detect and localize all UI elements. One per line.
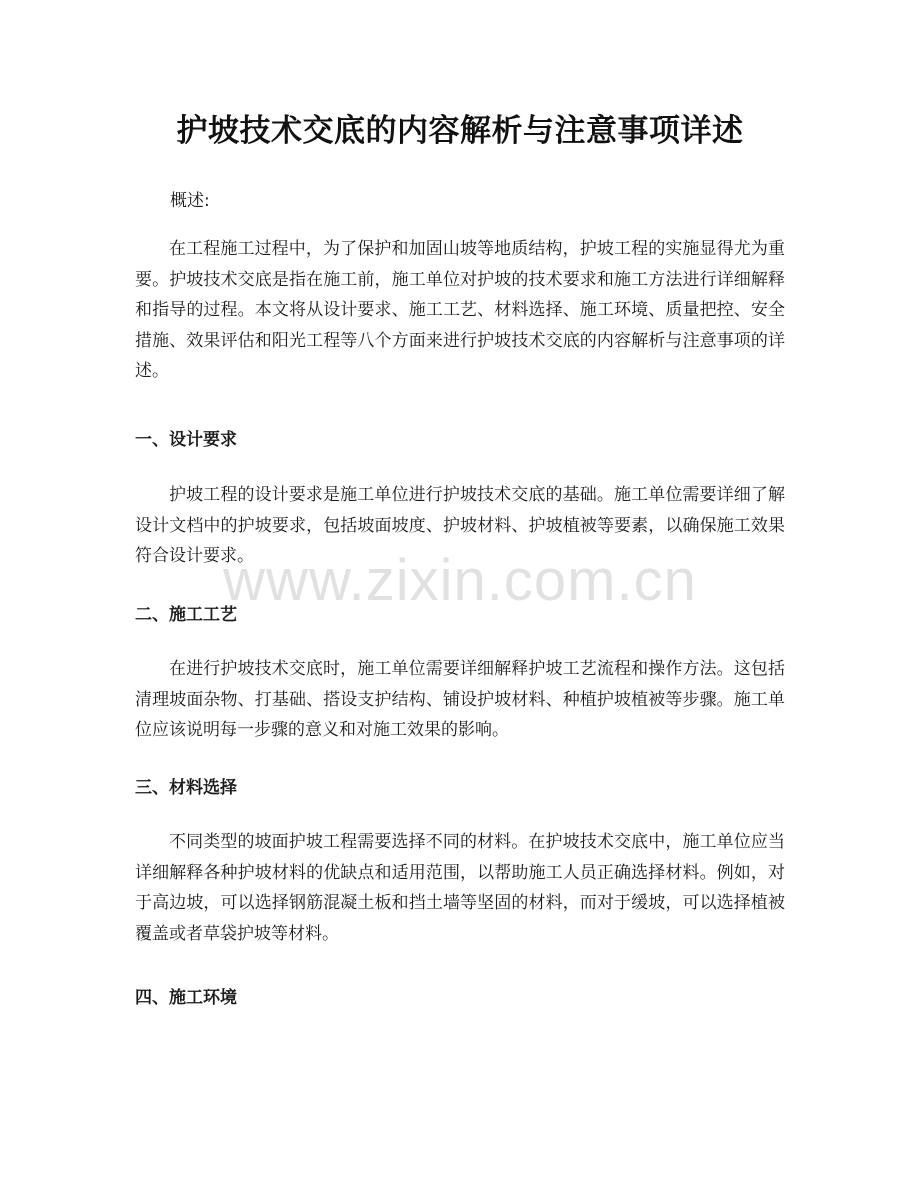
- watermark-text: www.zixin.com.cn: [223, 548, 697, 613]
- intro-paragraph: 在工程施工过程中，为了保护和加固山坡等地质结构，护坡工程的实施显得尤为重要。护坡技术交底是指在施工前，施工单位对护坡的技术要求和施工方法进行详细解释和指导的过程。本文将从设计要求、施工工艺、材料选择、施工环境、质量把控、安全措施、效果评估和阳光工程等八个方面来进行护坡技术交底的内容解析与注意事项的详述。: [135, 239, 785, 382]
- document-title: 护坡技术交底的内容解析与注意事项详述: [176, 113, 744, 149]
- section-heading-materials: 三、材料选择: [135, 778, 237, 798]
- section-body-design: 护坡工程的设计要求是施工单位进行护坡技术交底的基础。施工单位需要详细了解设计文档中的护坡要求，包括坡面坡度、护坡材料、护坡植被等要素，以确保施工效果符合设计要求。: [135, 485, 785, 567]
- section-body-materials: 不同类型的坡面护坡工程需要选择不同的材料。在护坡技术交底中，施工单位应当详细解释各种护坡材料的优缺点和适用范围，以帮助施工人员正确选择材料。例如，对于高边坡，可以选择钢筋混凝土板和挡土墙等坚固的材料，而对于缓坡，可以选择植被覆盖或者草袋护坡等材料。: [135, 832, 785, 944]
- section-heading-design: 一、设计要求: [135, 430, 237, 450]
- overview-label: 概述:: [170, 191, 210, 211]
- section-body-process: 在进行护坡技术交底时，施工单位需要详细解释护坡工艺流程和操作方法。这包括清理坡面杂物、打基础、搭设支护结构、铺设护坡材料、种植护坡植被等步骤。施工单位应该说明每一步骤的意义和对施工效果的影响。: [135, 659, 785, 741]
- section-heading-environment: 四、施工环境: [135, 988, 237, 1008]
- section-heading-process: 二、施工工艺: [135, 605, 237, 625]
